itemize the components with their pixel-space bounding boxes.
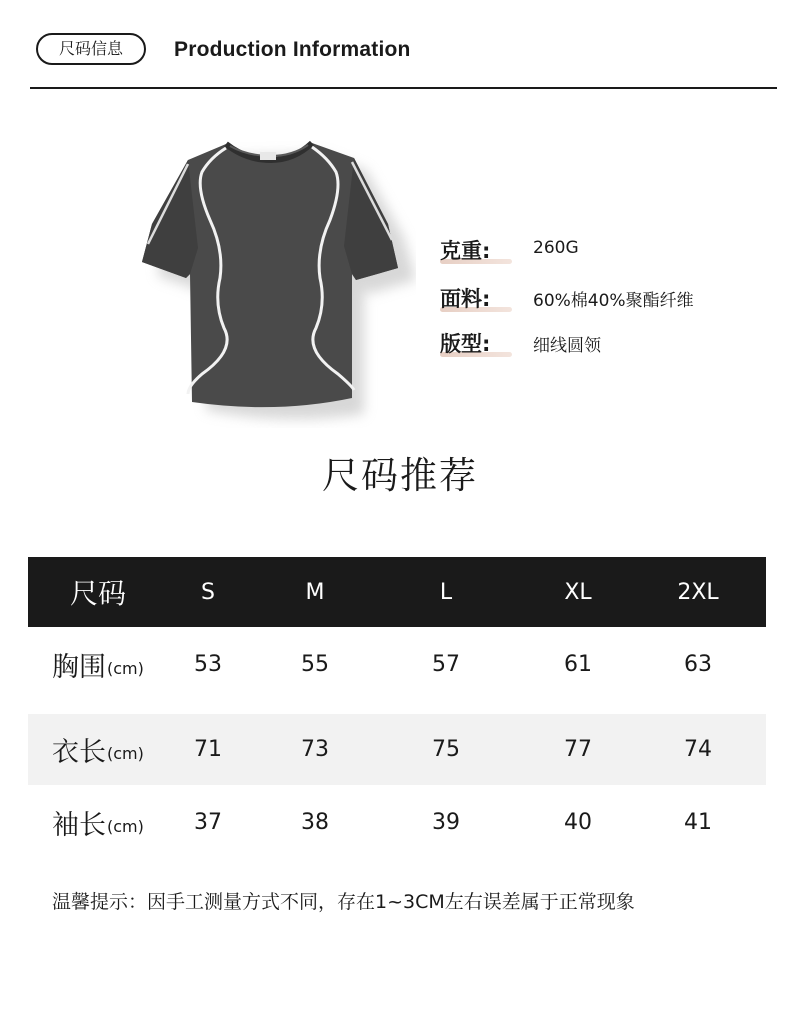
row-label (28, 785, 178, 860)
table-header-cell: XL (564, 579, 592, 605)
row-label (28, 714, 178, 785)
header (0, 0, 800, 90)
table-cell: 61 (564, 652, 592, 677)
row-label-text: 袖长 (52, 810, 106, 841)
table-cell: 39 (432, 810, 460, 835)
table-cell: 75 (432, 737, 460, 762)
header-divider (30, 87, 777, 89)
row-label-unit: (cm) (107, 744, 144, 763)
measurement-note: 温馨提示：因手工测量方式不同，存在1~3CM左右误差属于正常现象 (52, 891, 635, 913)
table-header-cell: M (305, 579, 325, 605)
spec-fabric-label: 面料: (440, 287, 491, 311)
row-label (28, 627, 178, 702)
row-label-text: 胸围 (52, 652, 106, 683)
table-header-cell: 尺码 (70, 577, 127, 610)
table-cell: 55 (301, 652, 329, 677)
table-header-cell: L (439, 579, 453, 605)
table-cell: 38 (301, 810, 329, 835)
spec-weight-label: 克重: (440, 239, 491, 263)
table-row (28, 627, 766, 702)
table-header-row (28, 557, 766, 627)
row-label-text: 衣长 (52, 737, 106, 768)
table-cell: 57 (432, 652, 460, 677)
table-row (28, 714, 766, 785)
table-cell: 53 (194, 652, 222, 677)
table-row (28, 785, 766, 860)
spec-fit-value: 细线圆领 (533, 336, 601, 356)
table-cell: 73 (301, 737, 329, 762)
header-title: Production Information (174, 38, 411, 61)
table-header-cell: 2XL (677, 579, 719, 605)
table-header-cell: S (201, 579, 215, 605)
table-cell: 41 (684, 810, 712, 835)
table-cell: 74 (684, 737, 712, 762)
tshirt-image (126, 128, 416, 428)
table-cell: 63 (684, 652, 712, 677)
table-cell: 77 (564, 737, 592, 762)
table-cell: 37 (194, 810, 222, 835)
section-title: 尺码推荐 (322, 454, 478, 497)
size-info-badge: 尺码信息 (36, 33, 146, 65)
row-label-unit: (cm) (107, 659, 144, 678)
table-cell: 40 (564, 810, 592, 835)
spec-fabric-value: 60%棉40%聚酯纤维 (533, 291, 694, 311)
spec-weight-value: 260G (533, 238, 579, 258)
row-label-unit: (cm) (107, 817, 144, 836)
table-cell: 71 (194, 737, 222, 762)
spec-fit-label: 版型: (440, 332, 491, 356)
